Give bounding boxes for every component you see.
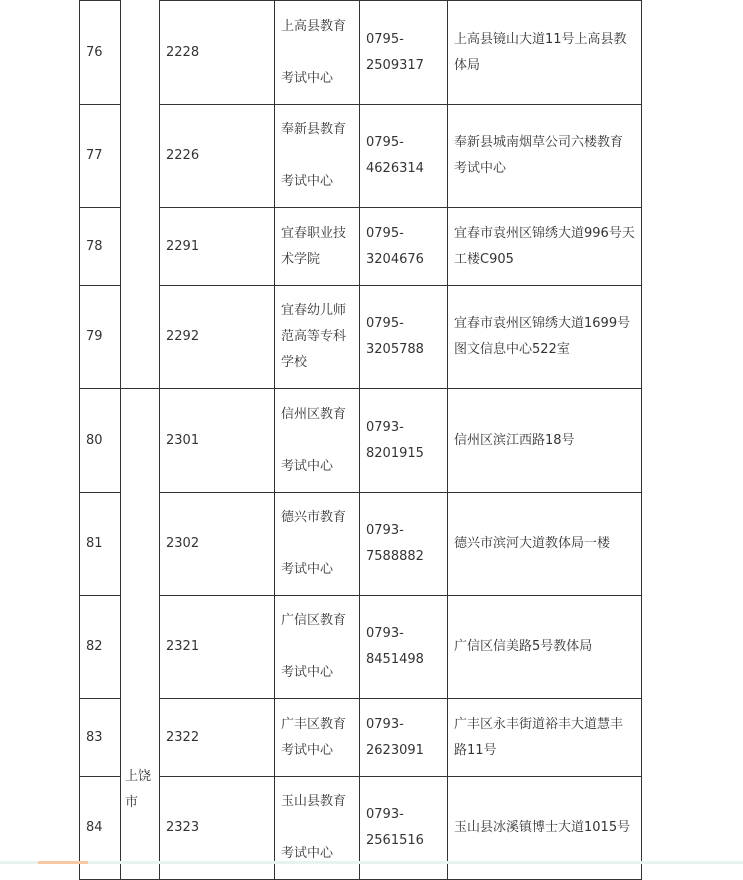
row-index: 83 [80, 699, 121, 777]
address: 玉山县冰溪镇博士大道1015号 [448, 777, 642, 880]
phone-number: 0795- 4626314 [360, 105, 448, 208]
city-cell-yichun [121, 1, 160, 389]
phone-number: 0795- 3204676 [360, 208, 448, 286]
exam-code: 2321 [160, 596, 275, 699]
org-name: 宜春幼儿师 范高等专科 学校 [275, 286, 360, 389]
table-row [80, 105, 642, 208]
row-index: 82 [80, 596, 121, 699]
address: 德兴市滨河大道教体局一楼 [448, 493, 642, 596]
org-name: 玉山县教育 考试中心 [275, 777, 360, 880]
row-index: 77 [80, 105, 121, 208]
table-row [80, 777, 642, 880]
org-name: 广信区教育 考试中心 [275, 596, 360, 699]
org-name: 奉新县教育 考试中心 [275, 105, 360, 208]
address: 宜春市袁州区锦绣大道1699号 图文信息中心522室 [448, 286, 642, 389]
phone-number: 0793- 2623091 [360, 699, 448, 777]
address: 上高县镜山大道11号上高县教 体局 [448, 1, 642, 105]
phone-number: 0793- 8451498 [360, 596, 448, 699]
exam-code: 2292 [160, 286, 275, 389]
org-name: 上高县教育 考试中心 [275, 1, 360, 105]
row-index: 78 [80, 208, 121, 286]
org-name: 信州区教育 考试中心 [275, 389, 360, 493]
table-row [80, 699, 642, 777]
exam-code: 2302 [160, 493, 275, 596]
exam-center-table [79, 0, 642, 880]
address: 宜春市袁州区锦绣大道996号天 工楼C905 [448, 208, 642, 286]
exam-center-table-wrap [79, 0, 642, 880]
row-index: 80 [80, 389, 121, 493]
row-index: 76 [80, 1, 121, 105]
phone-number: 0793- 2561516 [360, 777, 448, 880]
row-index: 81 [80, 493, 121, 596]
address: 奉新县城南烟草公司六楼教育 考试中心 [448, 105, 642, 208]
table-row [80, 208, 642, 286]
org-name: 宜春职业技 术学院 [275, 208, 360, 286]
exam-code: 2228 [160, 1, 275, 105]
address: 广信区信美路5号教体局 [448, 596, 642, 699]
row-index: 79 [80, 286, 121, 389]
exam-code: 2226 [160, 105, 275, 208]
org-name: 广丰区教育 考试中心 [275, 699, 360, 777]
exam-code: 2301 [160, 389, 275, 493]
exam-code: 2291 [160, 208, 275, 286]
phone-number: 0795- 2509317 [360, 1, 448, 105]
address: 信州区滨江西路18号 [448, 389, 642, 493]
exam-code: 2322 [160, 699, 275, 777]
table-row [80, 596, 642, 699]
row-index: 84 [80, 777, 121, 880]
phone-number: 0795- 3205788 [360, 286, 448, 389]
table-row [80, 286, 642, 389]
city-cell-shangrao: 上饶 市 [121, 389, 160, 880]
table-row [80, 1, 642, 105]
exam-code: 2323 [160, 777, 275, 880]
phone-number: 0793- 8201915 [360, 389, 448, 493]
table-row [80, 493, 642, 596]
table-row [80, 389, 642, 493]
address: 广丰区永丰街道裕丰大道慧丰 路11号 [448, 699, 642, 777]
org-name: 德兴市教育 考试中心 [275, 493, 360, 596]
phone-number: 0793- 7588882 [360, 493, 448, 596]
